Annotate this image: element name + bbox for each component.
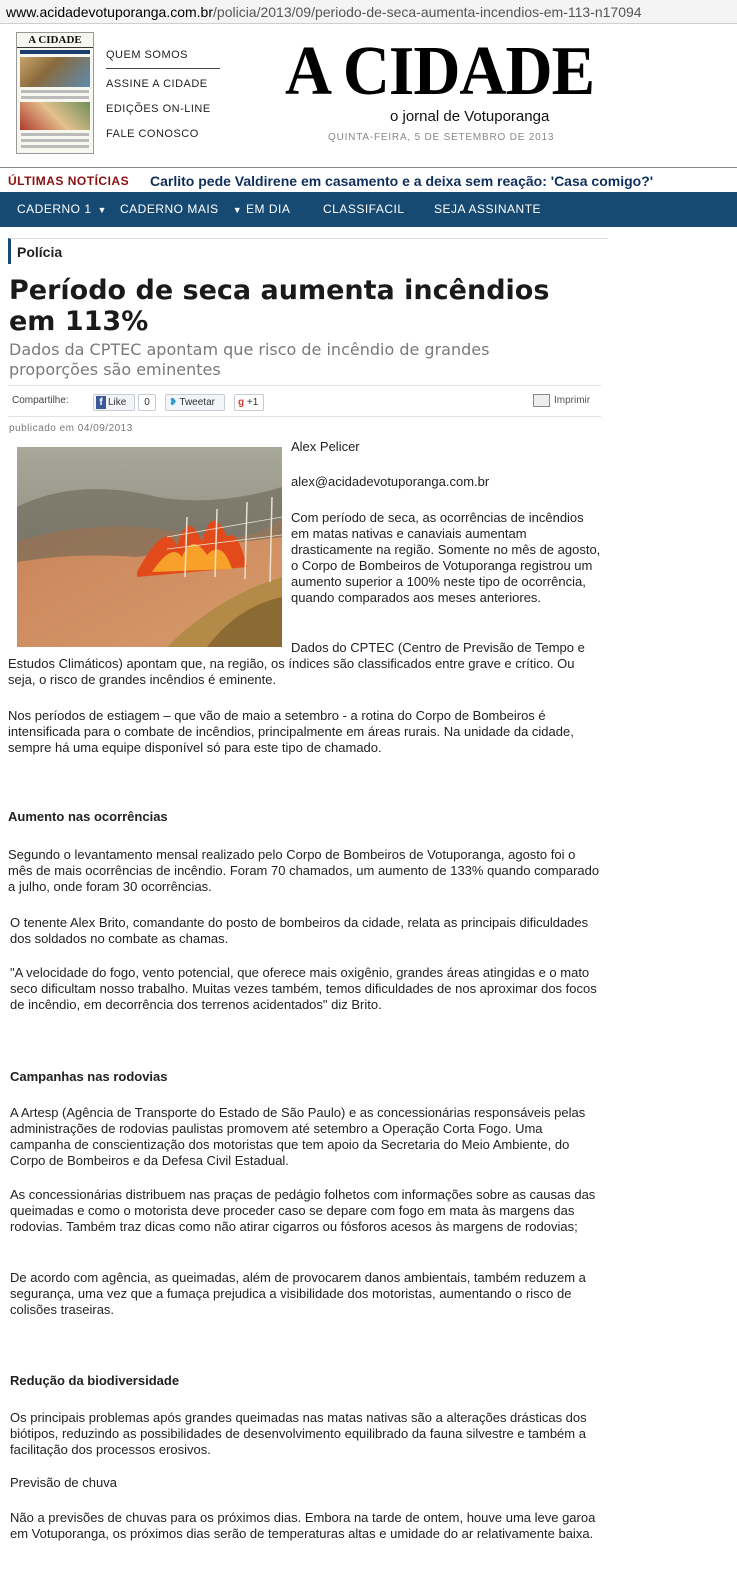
current-date: QUINTA-FEIRA, 5 DE SETEMBRO DE 2013 <box>328 132 555 143</box>
article-photo-fire[interactable] <box>17 447 282 647</box>
article-paragraph: Com período de seca, as ocorrências de incêndios em matas nativas e canaviais aumentam drasticamente na região. Somente no mês de agosto, o Corpo de Bombeiros de Votuporanga registrou um aumento superior a 100% neste tipo de ocorrência, quando comparados aos meses anteriores. <box>291 510 601 605</box>
nav-em-dia[interactable] <box>246 192 290 227</box>
google-plus-icon: g <box>238 397 245 408</box>
section-label[interactable]: Polícia <box>8 238 608 264</box>
article-paragraph: Previsão de chuva <box>10 1475 117 1490</box>
menu-fale-conosco[interactable]: FALE CONOSCO <box>106 128 199 140</box>
article-subtitle: Dados da CPTEC apontam que risco de incêndio de grandes proporções são eminentes <box>9 340 490 379</box>
article-paragraph: Segundo o levantamento mensal realizado pelo Corpo de Bombeiros de Votuporanga, agosto foi o mês de mais ocorrências de incêndio. Foram 70 chamados, um aumento de 133% quando comparado a julho, onde foram 30 ocorrências. <box>8 847 600 894</box>
article-paragraph: Os principais problemas após grandes queimadas nas matas nativas são a alterações drásticas dos biótipos, reduzindo as possibilidades de desenvolvimento equilibrado da fauna silvestre e também a facilitação dos processos erosivos. <box>10 1410 587 1457</box>
fire-photo-illustration <box>17 447 282 647</box>
url-host: www.acidadevotuporanga.com.br <box>6 4 214 20</box>
chevron-down-icon: ▼ <box>97 205 107 215</box>
nav-classifacil[interactable] <box>323 192 405 227</box>
article-subheading: Campanhas nas rodovias <box>10 1069 168 1084</box>
tweet-label: Tweetar <box>179 397 215 408</box>
article-paragraph: O tenente Alex Brito, comandante do posto de bombeiros da cidade, relata as principais dificuldades dos soldados no combate as chamas. <box>10 915 589 946</box>
article-quote: "A velocidade do fogo, vento potencial, que oferece mais oxigênio, grandes áreas atingidas e o mato seco dificultam nosso trabalho. Muitas vezes também, temos dificuldades de nos aproximar dos focos de incêndio, em decorrência dos terrenos acidentados" diz Brito. <box>10 965 597 1012</box>
url-path: /policia/2013/09/periodo-de-seca-aumenta-incendios-em-113-n17094 <box>213 4 642 20</box>
nav-label: CADERNO 1 <box>17 202 92 216</box>
printer-icon <box>533 394 550 407</box>
site-logo[interactable]: A CIDADE <box>285 33 595 110</box>
article-subheading: Redução da biodiversidade <box>10 1373 180 1388</box>
article-paragraph: Nos períodos de estiagem – que vão de maio a setembro - a rotina do Corpo de Bombeiros é intensificada para o combate de incêndios, principalmente em áreas rurais. Na unidade da cidade, sempre há uma equipe disponível só para este tipo de chamado. <box>8 708 574 755</box>
tweet-button[interactable] <box>165 394 225 411</box>
site-tagline: o jornal de Votuporanga <box>390 108 550 125</box>
article-paragraph: Não a previsões de chuvas para os próximos dias. Embora na tarde de ontem, houve uma leve garoa em Votuporanga, os próximos dias serão de temperaturas altas e umidade do ar relativamente baixa. <box>10 1510 596 1541</box>
article-paragraph: A Artesp (Agência de Transporte do Estado de São Paulo) e as concessionárias responsáveis pelas administrações de rodovias paulistas promovem até setembro a Operação Corta Fogo. Uma campanha de conscientização dos motoristas que tem apoio da Secretaria do Meio Ambiente, do Corpo de Bombeiros e da Defesa Civil Estadual. <box>10 1105 586 1168</box>
facebook-icon: f <box>96 396 106 409</box>
nav-caderno-mais[interactable] <box>120 192 242 227</box>
facebook-like-button[interactable] <box>93 394 135 411</box>
top-menu <box>106 46 220 147</box>
thumb-title: A CIDADE <box>17 33 93 48</box>
like-label: Like <box>108 397 127 408</box>
breaking-news-label: ÚLTIMAS NOTÍCIAS <box>8 174 130 188</box>
menu-quem-somos[interactable]: QUEM SOMOS <box>106 46 220 69</box>
breaking-news-headline[interactable]: Carlito pede Valdirene em casamento e a deixa sem reação: 'Casa comigo?' <box>150 173 654 189</box>
share-bar <box>8 385 601 417</box>
share-label: Compartilhe: <box>12 395 69 406</box>
article-paragraph: De acordo com agência, as queimadas, além de provocarem danos ambientais, também reduzem a segurança, uma vez que a fumaça prejudica a visibilidade dos motoristas, aumentando o risco de colisões traseiras. <box>10 1270 586 1317</box>
nav-seja-assinante[interactable] <box>434 192 541 227</box>
breaking-news-bar <box>0 170 737 192</box>
chevron-down-icon: ▼ <box>232 205 243 215</box>
edition-cover-thumbnail[interactable] <box>16 32 94 154</box>
article-author: Alex Pelicer <box>291 439 360 454</box>
nav-label: CLASSIFACIL <box>323 202 405 216</box>
nav-label: CADERNO MAIS <box>120 202 219 216</box>
main-nav <box>0 192 737 227</box>
nav-label: EM DIA <box>246 202 291 216</box>
gplus-label: +1 <box>246 397 259 408</box>
print-button[interactable] <box>533 394 590 407</box>
publish-date: publicado em 04/09/2013 <box>9 423 133 434</box>
nav-caderno-1[interactable] <box>17 192 107 227</box>
article-paragraph: Dados do CPTEC (Centro de Previsão de Tempo e Estudos Climáticos) apontam que, na região, os índices são classificados entre grave e crítico. Ou seja, o risco de grandes incêndios é eminente. <box>8 640 585 687</box>
article-author-email[interactable]: alex@acidadevotuporanga.com.br <box>291 474 490 489</box>
print-label: Imprimir <box>554 395 591 407</box>
address-bar[interactable] <box>0 0 737 24</box>
article-subheading: Aumento nas ocorrências <box>8 809 168 824</box>
facebook-like-count: 0 <box>138 394 156 411</box>
article-title: Período de seca aumenta incêndios em 113% <box>9 275 550 337</box>
google-plus-button[interactable] <box>234 394 264 411</box>
twitter-bird-icon: ❥ <box>169 397 178 408</box>
masthead <box>0 24 737 168</box>
menu-edicoes-online[interactable]: EDIÇÕES ON-LINE <box>106 103 211 115</box>
menu-assine[interactable]: ASSINE A CIDADE <box>106 78 208 90</box>
nav-label: SEJA ASSINANTE <box>434 202 542 216</box>
article-paragraph: As concessionárias distribuem nas praças de pedágio folhetos com informações sobre as causas das queimadas e como o motorista deve proceder caso se depare com fogo em mata às margens das rodovias. Também traz dicas como não atirar cigarros ou fósforos acesos às margens de rodovias; <box>10 1187 596 1234</box>
